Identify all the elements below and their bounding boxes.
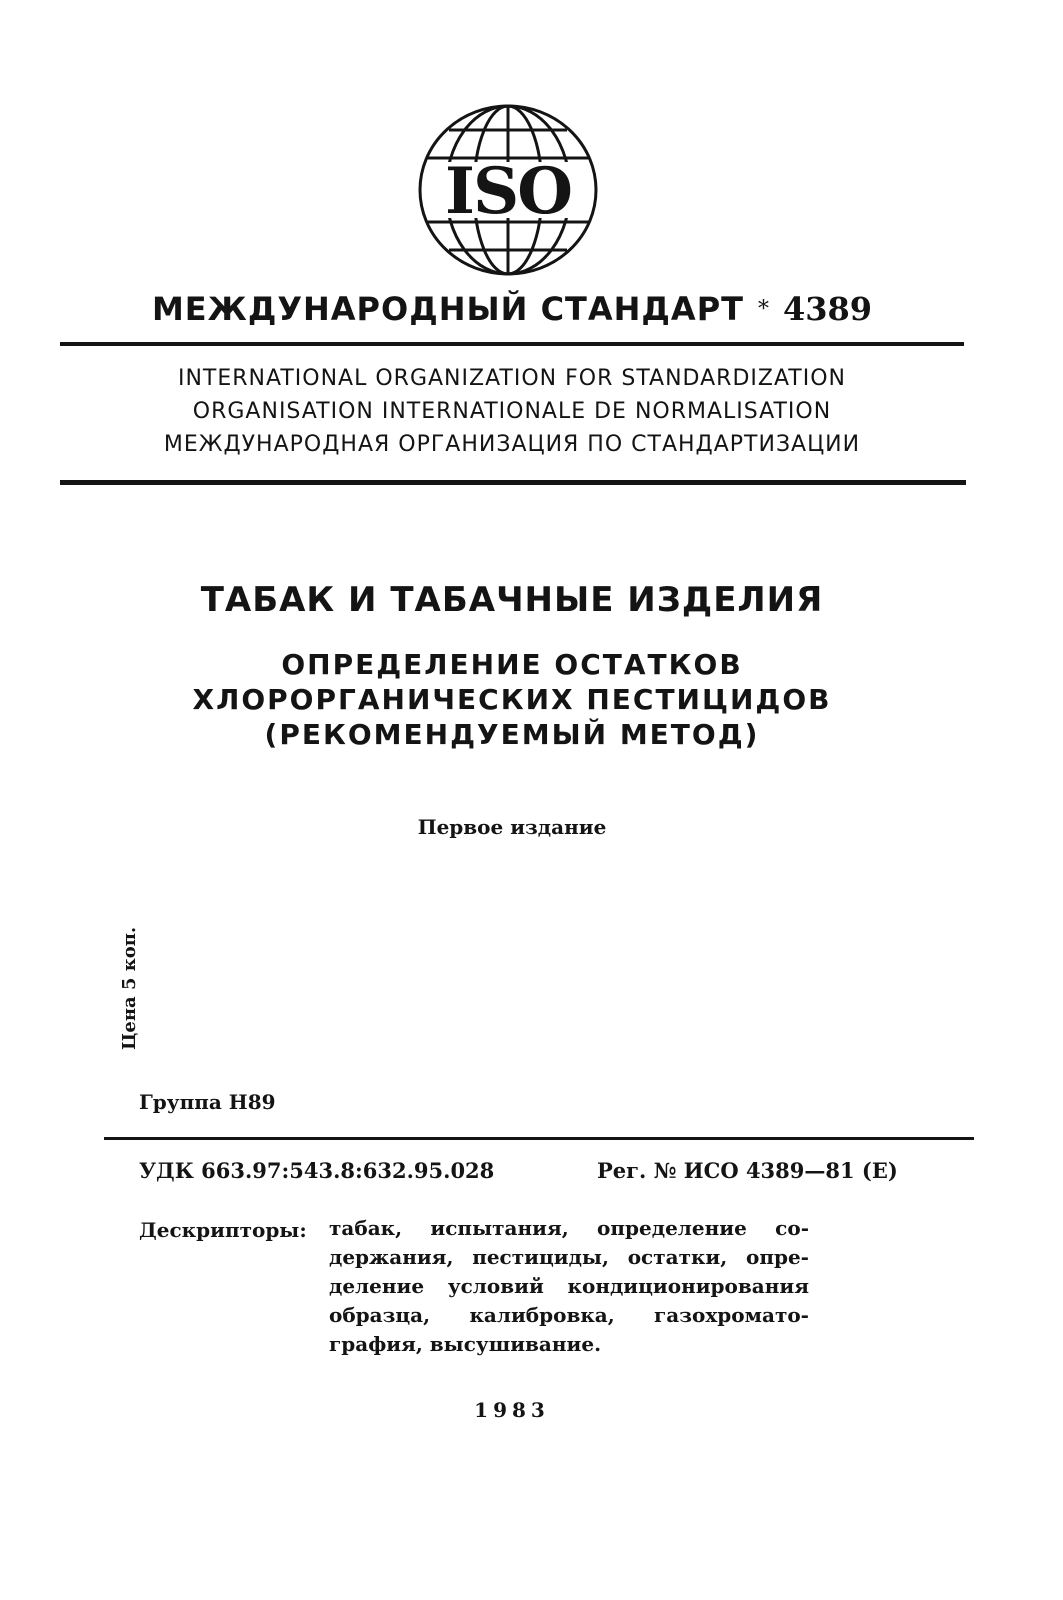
- document-subtitle-line: (РЕКОМЕНДУЕМЫЙ МЕТОД): [264, 718, 760, 751]
- descriptors-line: образца, калибровка, газохромато-: [329, 1303, 809, 1327]
- group-label: Группа Н89: [139, 1090, 276, 1114]
- bottom-rule: [104, 1137, 974, 1140]
- registration-number: Рег. № ИСО 4389—81 (Е): [597, 1158, 898, 1183]
- standard-title-text: МЕЖДУНАРОДНЫЙ СТАНДАРТ: [151, 290, 744, 328]
- org-name-fr: ORGANISATION INTERNATIONALE DE NORMALISATION: [192, 399, 832, 424]
- descriptors-line: табак, испытания, определение со-: [329, 1216, 809, 1240]
- standard-title: [60, 287, 964, 331]
- descriptors-label: Дескрипторы:: [139, 1218, 307, 1242]
- descriptors-line: держания, пестициды, остатки, опре-: [329, 1245, 809, 1269]
- asterisk: *: [757, 296, 769, 322]
- document-title: ТАБАК И ТАБАЧНЫЕ ИЗДЕЛИЯ: [200, 580, 824, 620]
- descriptors-line: графия, высушивание.: [329, 1332, 602, 1356]
- price-label: Цена 5 коп.: [119, 926, 140, 1050]
- document-subtitle-line: ХЛОРОРГАНИЧЕСКИХ ПЕСТИЦИДОВ: [192, 683, 832, 716]
- edition-label: Первое издание: [417, 815, 607, 839]
- iso-logo: [413, 100, 603, 280]
- org-bottom-rule: [60, 480, 966, 485]
- org-name-ru: МЕЖДУНАРОДНАЯ ОРГАНИЗАЦИЯ ПО СТАНДАРТИЗАЦИИ: [163, 432, 861, 457]
- publication-year: 1983: [474, 1398, 550, 1422]
- descriptors-list: [329, 1214, 809, 1359]
- org-name-en: INTERNATIONAL ORGANIZATION FOR STANDARDIZATION: [177, 366, 846, 391]
- descriptors-line: деление условий кондиционирования: [329, 1274, 809, 1298]
- standard-number: 4389: [782, 290, 873, 328]
- document-subtitle-line: ОПРЕДЕЛЕНИЕ ОСТАТКОВ: [281, 648, 743, 681]
- iso-logo-text: ISO: [445, 154, 571, 229]
- top-rule: [60, 342, 964, 346]
- udk-code: УДК 663.97:543.8:632.95.028: [139, 1158, 495, 1183]
